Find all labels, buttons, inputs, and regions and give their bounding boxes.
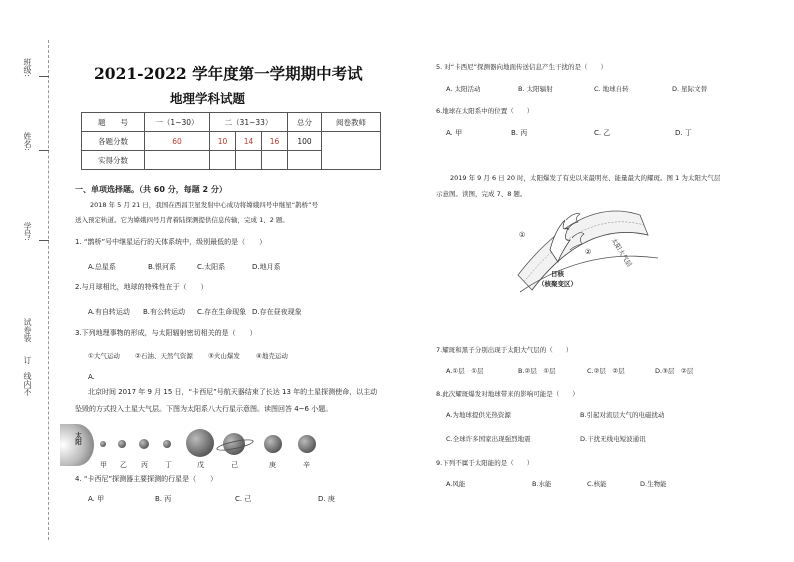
- q3-item-2: ②石油、天然气资源: [135, 352, 193, 360]
- planet-label-wu: 戊: [197, 461, 204, 469]
- q6-option-a[interactable]: A. 甲: [446, 129, 463, 137]
- q9-option-c[interactable]: C.核能: [587, 480, 607, 488]
- intro-2-line-1: 北京时间 2017 年 9 月 15 日，“卡西尼”号航天器结束了长达 13 年的土星探测使命，以主动: [88, 388, 378, 396]
- sun-core-sublabel: （核聚变区）: [538, 280, 577, 288]
- q2-option-c[interactable]: C.存在生命现象: [197, 308, 247, 316]
- layer-1-label: ①: [519, 231, 526, 239]
- binding-text-2: 订: [23, 356, 32, 364]
- table-cell: 60: [145, 132, 210, 151]
- table-cell: [210, 151, 236, 170]
- intro-3-line-1: 2019 年 9 月 6 日 20 时，太阳爆发了有史以来最明亮、能量最大的耀斑。图 1 为太阳大气层: [450, 174, 721, 182]
- planet-bing: [139, 439, 149, 449]
- planet-label-xin: 辛: [303, 461, 310, 469]
- planet-label-jia: 甲: [100, 461, 107, 469]
- q2-option-b[interactable]: B.有公转运动: [143, 308, 186, 316]
- question-5: 5. 对“卡西尼”探测器向地面传送信息产生干扰的是（ ）: [436, 63, 608, 71]
- sun-shape: [60, 424, 94, 466]
- table-cell: [236, 151, 262, 170]
- q2-option-a[interactable]: A.有自转运动: [88, 308, 130, 316]
- q1-option-b[interactable]: B.银河系: [148, 263, 177, 271]
- layer-2-label: ②: [585, 248, 592, 256]
- student-id-label: 学号:: [23, 222, 32, 241]
- sun-core-label: 日核: [551, 270, 564, 278]
- q4-option-d[interactable]: D. 庚: [318, 495, 335, 503]
- binding-text-1: 试卷装: [23, 318, 32, 342]
- q3-item-3: ③火山爆发: [208, 352, 240, 360]
- intro-1-line-1: 2018 年 5 月 21 日，我国在西昌卫星发射中心成功将嫦娥四号中继星“鹊桥”号: [90, 201, 319, 209]
- planet-xin: [298, 435, 316, 453]
- table-cell: 16: [262, 132, 288, 151]
- planet-ding: [163, 440, 171, 448]
- exam-title: 2021-2022 学年度第一学期期中考试: [94, 64, 363, 83]
- q1-option-a[interactable]: A.总星系: [88, 263, 116, 271]
- binding-text-3: 线内不: [23, 372, 32, 396]
- q3-item-1: ①大气运动: [88, 352, 120, 360]
- q8-option-a[interactable]: A.为地球提供光热资源: [446, 411, 511, 419]
- planet-geng: [264, 435, 282, 453]
- table-cell: 10: [210, 132, 236, 151]
- name-blank-line: [39, 150, 49, 151]
- section-title: 一、单项选择题。（共 60 分，每题 2 分）: [75, 185, 227, 194]
- q4-option-a[interactable]: A. 甲: [88, 495, 105, 503]
- table-cell: [145, 151, 210, 170]
- name-label: 姓名:: [23, 132, 32, 151]
- q5-option-a[interactable]: A. 太阳活动: [446, 85, 481, 93]
- q7-option-d[interactable]: D.③层 ②层: [655, 367, 694, 375]
- q9-option-d[interactable]: D.生物能: [640, 480, 667, 488]
- q5-option-b[interactable]: B. 太阳辐射: [518, 85, 553, 93]
- q6-option-c[interactable]: C. 乙: [594, 129, 611, 137]
- q4-option-b[interactable]: B. 丙: [155, 495, 172, 503]
- q3-option-a[interactable]: A.: [88, 373, 95, 381]
- id-blank-line: [39, 240, 49, 241]
- question-8: 8.此次耀斑爆发对地球带来的影响可能是（ ）: [436, 390, 579, 398]
- q8-option-b[interactable]: B.引起对流层大气的电磁扰动: [580, 411, 665, 419]
- planet-label-ji: 己: [231, 461, 238, 469]
- planet-jia: [100, 441, 106, 447]
- planet-yi: [118, 440, 126, 448]
- q5-option-d[interactable]: D. 星际文替: [672, 85, 708, 93]
- question-2: 2.与月球相比，地球的特殊性在于（ ）: [75, 283, 208, 291]
- q3-item-4: ④地壳运动: [256, 352, 288, 360]
- table-cell: 14: [236, 132, 262, 151]
- table-cell: 实得分数: [82, 151, 145, 170]
- table-cell: 二（31~33）: [210, 113, 288, 132]
- table-cell: [322, 132, 381, 170]
- table-row: [82, 113, 381, 132]
- table-cell: 题 号: [82, 113, 145, 132]
- table-cell: [288, 151, 322, 170]
- exam-subtitle: 地理学科试题: [170, 91, 246, 106]
- table-cell: 阅卷教师: [322, 113, 381, 132]
- class-blank-line: [39, 76, 49, 77]
- sun-label: 太阳: [74, 432, 82, 445]
- question-3: 3.下列地理事物的形成，与太阳辐射密切相关的是（ ）: [75, 329, 257, 337]
- q8-option-d[interactable]: D.干扰无线电短波通讯: [580, 435, 646, 443]
- q8-option-c[interactable]: C.全球许多国家出现强烈地震: [446, 435, 531, 443]
- question-9: 9.下列不属于太阳能的是（ ）: [436, 459, 534, 467]
- planet-label-ding: 丁: [165, 461, 172, 469]
- q4-option-c[interactable]: C. 己: [235, 495, 252, 503]
- q6-option-d[interactable]: D. 丁: [675, 129, 692, 137]
- q7-option-b[interactable]: B.②层 ①层: [518, 367, 556, 375]
- binding-dashed-line: [48, 40, 49, 540]
- planet-wu: [186, 429, 214, 457]
- planet-label-bing: 丙: [141, 461, 148, 469]
- q9-option-a[interactable]: A.风能: [446, 480, 466, 488]
- q9-option-b[interactable]: B.水能: [532, 480, 552, 488]
- score-table: [81, 112, 381, 170]
- intro-3-line-2: 示意图。读图，完成 7、8 题。: [436, 190, 527, 198]
- q2-option-d[interactable]: D.存在昼夜现象: [252, 308, 302, 316]
- table-cell: 100: [288, 132, 322, 151]
- intro-2-line-2: 坠毁的方式投入土星大气层。下图为太阳系八大行星示意图。读图回答 4~6 小题。: [75, 405, 333, 413]
- question-6: 6.地球在太阳系中的位置（ ）: [436, 107, 534, 115]
- table-cell: 总分: [288, 113, 322, 132]
- planet-label-yi: 乙: [120, 461, 127, 469]
- q5-option-c[interactable]: C. 地球自转: [594, 85, 629, 93]
- q1-option-c[interactable]: C.太阳系: [197, 263, 226, 271]
- question-1: 1. “鹊桥”号中继星运行的天体系统中，级别最低的是（ ）: [75, 238, 267, 246]
- class-label: 班级:: [23, 58, 32, 77]
- q7-option-a[interactable]: A.①层 ①层: [446, 367, 484, 375]
- table-cell: 一（1~30）: [145, 113, 210, 132]
- q1-option-d[interactable]: D.地月系: [252, 263, 281, 271]
- table-cell: 各题分数: [82, 132, 145, 151]
- q6-option-b[interactable]: B. 丙: [511, 129, 528, 137]
- question-4: 4. “卡西尼”探测器主要探测的行星是（ ）: [75, 475, 218, 483]
- table-cell: [262, 151, 288, 170]
- sun-atmosphere-label: 太阳大气层: [609, 236, 634, 269]
- q7-option-c[interactable]: C.②层 ②层: [587, 367, 625, 375]
- question-7: 7.耀斑和黑子分别出现于太阳大气层的（ ）: [436, 346, 573, 354]
- planet-label-geng: 庚: [269, 461, 276, 469]
- table-row: [82, 132, 381, 151]
- intro-1-line-2: 送入预定轨道。它为嫦娥四号月背着陆探测提供信息传输，完成 1、2 题。: [75, 216, 289, 224]
